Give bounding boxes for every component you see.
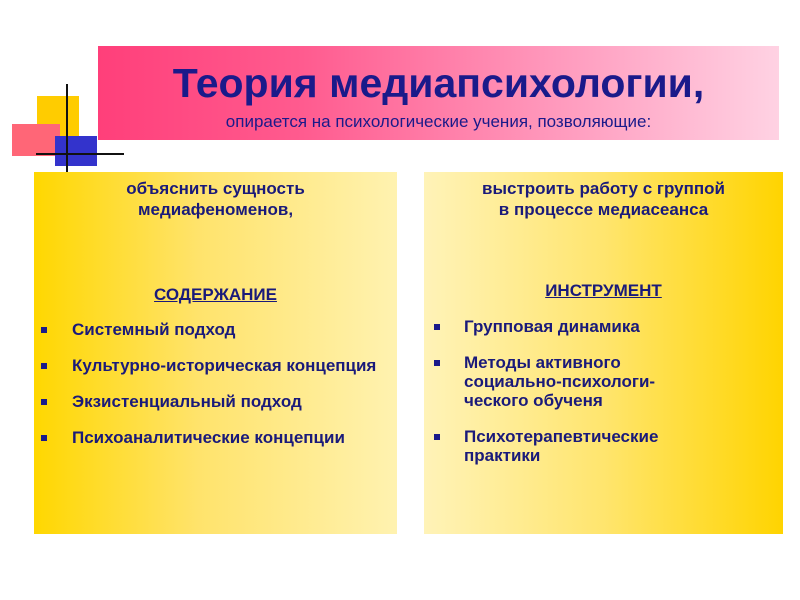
bullet-square-icon <box>434 360 440 366</box>
left-bullet-list <box>34 320 397 464</box>
slide-title: Теория медиапсихологии, <box>172 60 705 106</box>
bullet-square-icon <box>41 399 47 405</box>
right-heading-line-2: в процессе медиасеанса <box>498 200 709 219</box>
list-item <box>34 320 397 339</box>
list-item <box>424 317 783 336</box>
list-item-text: Системный подход <box>72 320 236 339</box>
left-column-heading <box>34 178 397 220</box>
bullet-square-icon <box>41 327 47 333</box>
list-item <box>424 427 783 465</box>
right-column-label: ИНСТРУМЕНТ <box>545 281 662 300</box>
decorative-vertical-line <box>66 84 68 182</box>
decorative-blue-block <box>55 136 97 166</box>
right-bullet-list <box>424 317 783 482</box>
list-item-text: Культурно-историческая концепция <box>72 356 377 375</box>
right-column <box>424 172 783 534</box>
list-item-text: Психоаналитические концепции <box>72 428 345 447</box>
left-column <box>34 172 397 534</box>
list-item <box>424 353 783 410</box>
list-item <box>34 356 397 375</box>
list-item <box>34 392 397 411</box>
list-item-text: Психотерапевтические практики <box>464 427 659 465</box>
decorative-horizontal-line <box>36 153 124 155</box>
left-heading-line-1: объяснить сущность <box>126 179 305 198</box>
right-heading-line-1: выстроить работу с группой <box>482 179 725 198</box>
list-item-text: Методы активного социально-психологи- ческого обученя <box>464 353 656 410</box>
left-column-label: СОДЕРЖАНИЕ <box>154 285 277 304</box>
bullet-square-icon <box>434 434 440 440</box>
list-item-text: Экзистенциальный подход <box>72 392 302 411</box>
list-item <box>34 428 397 447</box>
bullet-square-icon <box>41 363 47 369</box>
list-item-text: Групповая динамика <box>464 317 640 336</box>
bullet-square-icon <box>434 324 440 330</box>
slide-subtitle: опирается на психологические учения, позволяющие: <box>225 112 652 131</box>
decorative-pink-block <box>12 124 60 156</box>
right-column-heading <box>424 178 783 220</box>
title-band <box>98 46 779 140</box>
bullet-square-icon <box>41 435 47 441</box>
left-heading-line-2: медиафеноменов, <box>137 200 294 219</box>
